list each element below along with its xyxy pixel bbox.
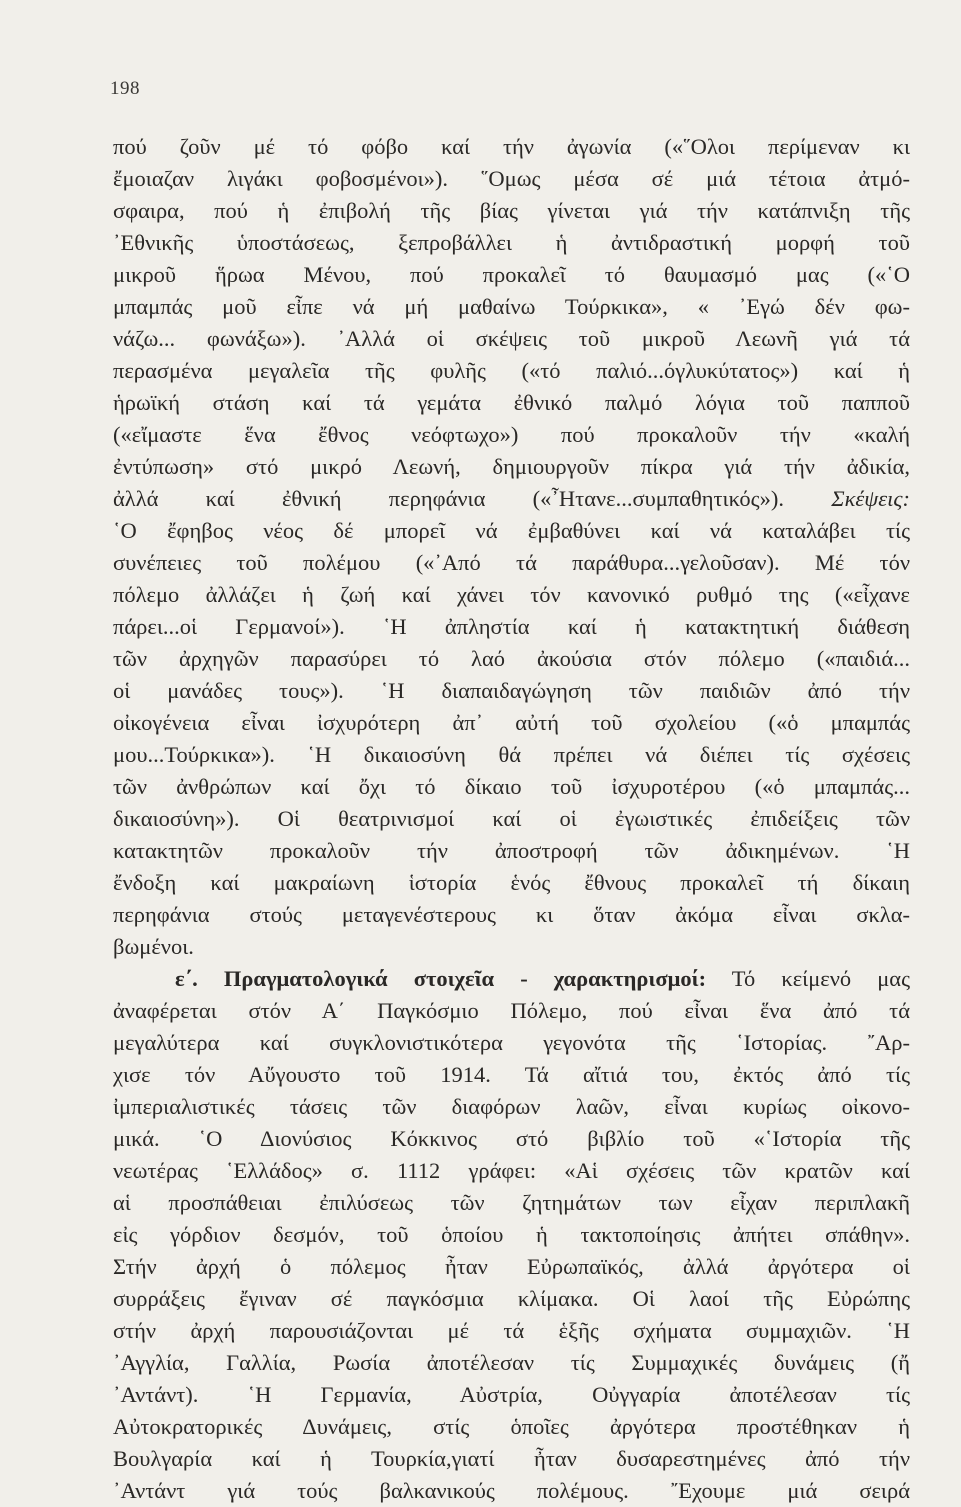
line-text: τῶν ἀρχηγῶν παρασύρει τό λαό ἀκούσια στόν πόλεμο («παιδιά... — [113, 646, 910, 671]
line-text: νεωτέρας ῾Ελλάδος» σ. 1112 γράφει: «Αἱ σχέσεις τῶν κρατῶν καί — [113, 1158, 910, 1183]
line-text: νάζω... φωνάξω»). ᾿Αλλά οἱ σκέψεις τοῦ μικροῦ Λεωνῆ γιά τά — [113, 326, 910, 351]
text-line — [113, 835, 910, 867]
line-text: δικαιοσύνη»). Οἱ θεατρινισμοί καί οἱ ἐγωιστικές ἐπιδείξεις τῶν — [113, 806, 910, 831]
text-line — [113, 195, 910, 227]
line-text: ᾿Αγγλία, Γαλλία, Ρωσία ἀποτέλεσαν τίς Συμμαχικές δυνάμεις (ἤ — [113, 1350, 910, 1375]
line-text: σφαιρα, πού ἡ ἐπιβολή τῆς βίας γίνεται γιά τήν κατάπνιξη τῆς — [113, 198, 910, 223]
text-line — [113, 771, 910, 803]
text-line — [113, 1475, 910, 1507]
text-line — [113, 1219, 910, 1251]
text-line — [113, 675, 910, 707]
line-text: Τό κείμενό μας — [706, 966, 911, 991]
text-line — [113, 1443, 910, 1475]
line-text: Αὐτοκρατορικές Δυνάμεις, στίς ὁποῖες ἀργότερα προστέθηκαν ἡ — [113, 1414, 910, 1439]
line-text: οἰκογένεια εἶναι ἰσχυρότερη ἀπ᾿ αὐτή τοῦ σχολείου («ὁ μπαμπάς — [113, 710, 910, 735]
text-line — [113, 739, 910, 771]
text-line — [113, 931, 910, 963]
text-line — [113, 1027, 910, 1059]
line-text: μπαμπάς μοῦ εἶπε νά μή μαθαίνω Τούρκικα», « ᾿Εγώ δέν φω- — [113, 294, 910, 319]
line-text: ἀλλά καί ἐθνική περηφάνια («῏Ητανε...συμπαθητικός»). — [113, 486, 784, 511]
line-text: περηφάνια στούς μεταγενέστερους κι ὅταν ἀκόμα εἶναι σκλα- — [113, 902, 910, 927]
line-text: ἀναφέρεται στόν Α΄ Παγκόσμιο Πόλεμο, πού εἶναι ἕνα ἀπό τά — [113, 998, 910, 1023]
text-line — [113, 643, 910, 675]
line-text: Βουλγαρία καί ἡ Τουρκία,γιατί ἦταν δυσαρεστημένες ἀπό τήν — [113, 1446, 910, 1471]
text-line — [113, 1379, 910, 1411]
text-line — [113, 163, 910, 195]
text-line — [113, 1091, 910, 1123]
text-line — [113, 259, 910, 291]
line-text: πόλεμο ἀλλάζει ἡ ζωή καί χάνει τόν κανονικό ρυθμό της («εἶχανε — [113, 582, 910, 607]
line-text: ἔνδοξη καί μακραίωνη ἱστορία ἑνός ἔθνους προκαλεῖ τή δίκαιη — [113, 870, 910, 895]
page-number: 198 — [110, 78, 140, 99]
line-text: συρράξεις ἔγιναν σέ παγκόσμια κλίμακα. Οἱ λαοί τῆς Εὐρώπης — [113, 1286, 910, 1311]
text-line — [113, 579, 910, 611]
text-line — [113, 515, 910, 547]
line-text: οἱ μανάδες τους»). ῾Η διαπαιδαγώγηση τῶν παιδιῶν ἀπό τήν — [113, 678, 910, 703]
text-line — [113, 867, 910, 899]
line-text: ᾿Εθνικῆς ὑποστάσεως, ξεπροβάλλει ἡ ἀντιδραστική μορφή τοῦ — [113, 230, 910, 255]
text-line — [113, 611, 910, 643]
line-text: συνέπειες τοῦ πολέμου («᾿Από τά παράθυρα...γελοῦσαν). Μέ τόν — [113, 550, 910, 575]
line-text: στήν ἀρχή παρουσιάζονται μέ τά ἑξῆς σχήματα συμμαχιῶν. ῾Η — [113, 1318, 910, 1343]
italic-label: Σκέψεις: — [831, 486, 911, 511]
text-line — [113, 1315, 910, 1347]
text-line — [113, 547, 910, 579]
text-line — [113, 707, 910, 739]
text-line — [113, 387, 910, 419]
text-line — [113, 451, 910, 483]
text-line — [113, 483, 910, 515]
line-text: ἐντύπωση» στό μικρό Λεωνή, δημιουργοῦν πίκρα γιά τήν ἀδικία, — [113, 454, 910, 479]
line-text: τῶν ἀνθρώπων καί ὄχι τό δίκαιο τοῦ ἰσχυροτέρου («ὁ μπαμπάς... — [113, 774, 910, 799]
text-line — [113, 355, 910, 387]
text-line — [113, 227, 910, 259]
text-line — [113, 1411, 910, 1443]
line-text: χισε τόν Αὔγουστο τοῦ 1914. Τά αἴτιά του, ἐκτός ἀπό τίς — [113, 1062, 910, 1087]
line-text: («εἴμαστε ἕνα ἔθνος νεόφτωχο») πού προκαλοῦν τήν «καλή — [113, 422, 910, 447]
line-text: ἰμπεριαλιστικές τάσεις τῶν διαφόρων λαῶν, εἶναι κυρίως οἰκονο- — [113, 1094, 910, 1119]
line-text: ᾿Αντάντ γιά τούς βαλκανικούς πολέμους. ῎Εχουμε μιά σειρά — [113, 1478, 910, 1503]
section-heading: ε΄. Πραγματολογικά στοιχεῖα - χαρακτηρισμοί: — [175, 966, 707, 991]
line-text: ῾Ο ἔφηβος νέος δέ μπορεῖ νά ἐμβαθύνει καί νά καταλάβει τίς — [113, 518, 910, 543]
text-line — [113, 1059, 910, 1091]
line-text: εἰς γόρδιον δεσμόν, τοῦ ὁποίου ἡ τακτοποίησις ἀπήτει σπάθην». — [113, 1222, 910, 1247]
line-text: αἱ προσπάθειαι ἐπιλύσεως τῶν ζητημάτων των εἶχαν περιπλακῆ — [113, 1190, 910, 1215]
text-line — [113, 1251, 910, 1283]
text-line — [113, 419, 910, 451]
line-text: μεγαλύτερα καί συγκλονιστικότερα γεγονότα τῆς ῾Ιστορίας. ῎Αρ- — [113, 1030, 910, 1055]
line-text: βωμένοι. — [113, 934, 194, 959]
text-line — [113, 131, 910, 163]
text-line — [113, 1123, 910, 1155]
text-line — [113, 1347, 910, 1379]
text-line — [113, 1187, 910, 1219]
text-line — [113, 995, 910, 1027]
body-text — [113, 131, 910, 1507]
line-text: Στήν ἀρχή ὁ πόλεμος ἦταν Εὐρωπαϊκός, ἀλλά ἀργότερα οἱ — [113, 1254, 910, 1279]
text-line — [113, 1155, 910, 1187]
line-text: μικά. ῾Ο Διονύσιος Κόκκινος στό βιβλίο τοῦ «῾Ιστορία τῆς — [113, 1126, 910, 1151]
line-text: ᾿Αντάντ). ῾Η Γερμανία, Αὐστρία, Οὐγγαρία ἀποτέλεσαν τίς — [113, 1382, 910, 1407]
text-line — [113, 899, 910, 931]
line-text: ἔμοιαζαν λιγάκι φοβοσμένοι»). ῞Ομως μέσα σέ μιά τέτοια ἀτμό- — [113, 166, 910, 191]
line-text: μικροῦ ἥρωα Μένου, πού προκαλεῖ τό θαυμασμό μας («῾Ο — [113, 262, 910, 287]
line-text: ἡρωϊκή στάση καί τά γεμάτα ἐθνικό παλμό λόγια τοῦ παπποῦ — [113, 390, 910, 415]
text-line — [113, 963, 910, 995]
line-text: κατακτητῶν προκαλοῦν τήν ἀποστροφή τῶν ἀδικημένων. ῾Η — [113, 838, 910, 863]
line-text: περασμένα μεγαλεῖα τῆς φυλῆς («τό παλιό...όγλυκύτατος») καί ἡ — [113, 358, 910, 383]
text-line — [113, 803, 910, 835]
text-line — [113, 323, 910, 355]
line-text: πάρει...οἱ Γερμανοί»). ῾Η ἀπληστία καί ἡ κατακτητική διάθεση — [113, 614, 910, 639]
text-line — [113, 291, 910, 323]
line-text: μου...Τούρκικα»). ῾Η δικαιοσύνη θά πρέπει νά διέπει τίς σχέσεις — [113, 742, 910, 767]
line-text: πού ζοῦν μέ τό φόβο καί τήν ἀγωνία («῞Ολοι περίμεναν κι — [113, 134, 910, 159]
text-line — [113, 1283, 910, 1315]
